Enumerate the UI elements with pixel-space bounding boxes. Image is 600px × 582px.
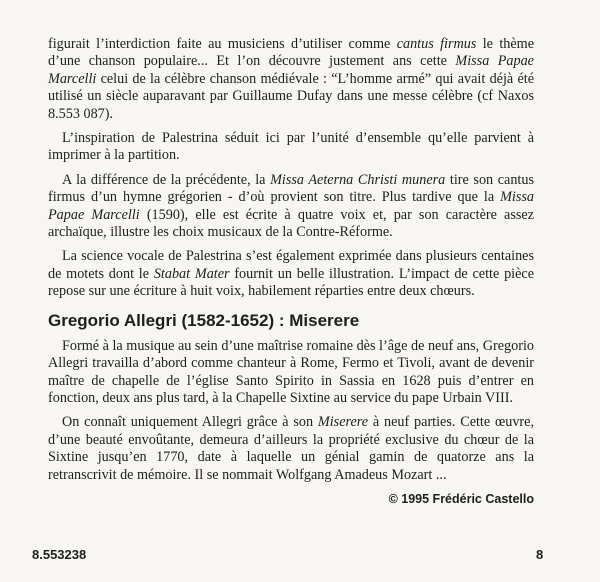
paragraph-2 [48,130,534,165]
text: fournit un belle illustration. L’impact de cette pièce repose sur une écriture à huit voix, habilement réparties entre deux chœurs. [48,265,534,300]
text: Formé à la musique au sein d’une maîtrise romaine dès l’âge de neuf ans, Gregorio Allegri travailla d’abord comme chanteur à Rome, Fermo et Tivoli, avant de devenir maître de chapelle de l’église Santo Spirito in Sassia en 1628 puis d’entrer en fonction, deux ans plus tard, à la Chapelle Sixtine au service du pape Urbain VIII. [48,337,534,406]
italic-title: Miserere [317,414,369,431]
paragraph-4 [48,248,534,300]
copyright-credit: © 1995 Frédéric Castello [388,491,534,506]
text: à neuf parties. Cette œuvre, d’une beauté envoûtante, demeura d’ailleurs la propriété exclusive du chœur de la Sixtine jusqu’en 1770, date à laquelle un génial gamin de quatorze ans la retranscrivit de mémoire. Il se nommait Wolfgang Amadeus Mozart ... [48,414,534,483]
italic-title: Stabat Mater [153,265,230,282]
text: La science vocale de Palestrina s’est également exprimée dans plusieurs centaines de motets dont le [48,248,534,282]
catalog-number: 8.553238 [32,547,87,562]
italic-title: Missa Papae Marcelli [48,53,534,87]
text: (1590), elle est écrite à quatre voix et, par son caractère assez archaïque, illustre les choix musicaux de la Contre-Réforme. [48,206,534,241]
text: L’inspiration de Palestrina séduit ici par l’unité d’ensemble qu’elle parvient à imprimer à la partition. [48,130,534,164]
text: On connaît uniquement Allegri grâce à son [62,414,318,431]
text: figurait l’interdiction faite au musiciens d’utiliser comme [48,36,397,52]
booklet-page [48,36,534,506]
italic-term: cantus firmus [396,36,477,52]
text: A la différence de la précédente, la [62,171,271,188]
italic-title: Missa Papae Marcelli [48,189,534,223]
paragraph-6 [48,414,534,484]
italic-title: Missa Aeterna Christi munera [270,171,446,188]
text: celui de la célèbre chanson médiévale : “L’homme armé” qui avait déjà été utilisé un siècle auparavant par Guillaume Dufay dans une messe célèbre (cf Naxos 8.553 087). [48,70,534,122]
paragraph-3 [48,172,534,242]
section-heading: Gregorio Allegri (1582-1652) : Miserere [48,310,360,330]
text: tire son cantus firmus d’un hymne grégorien - d’où provient son titre. Plus tardive que la [48,171,534,206]
text: le thème d’une chanson populaire... Et l’on découvre justement ans cette [48,36,534,70]
paragraph-5 [48,338,534,408]
paragraph-1 [48,36,534,123]
page-number: 8 [536,547,544,562]
